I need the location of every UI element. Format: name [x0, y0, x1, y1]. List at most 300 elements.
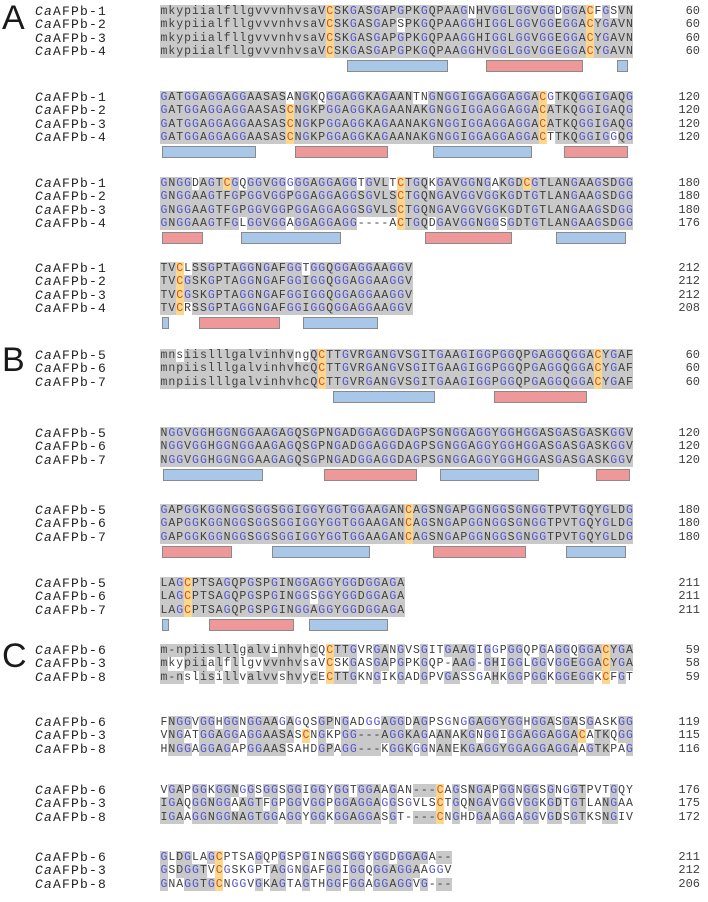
residue: g [231, 375, 239, 389]
residue: s [302, 44, 310, 58]
residue: s [278, 670, 286, 684]
sequence-label [35, 18, 107, 31]
residue: Q [515, 362, 523, 376]
residue: G [278, 716, 286, 729]
residue: A [412, 130, 420, 144]
residue: G [412, 440, 420, 454]
residue: A [444, 203, 452, 217]
residue: v [294, 670, 302, 684]
residue: C [539, 130, 547, 144]
sequence-row [160, 362, 633, 375]
residue: l [215, 5, 223, 18]
residue: A [231, 275, 239, 289]
residue: G [373, 44, 381, 58]
residue: C [223, 177, 231, 190]
residue: N [626, 31, 633, 45]
residue: T [334, 362, 341, 376]
residue: D [618, 504, 626, 517]
residue: G [215, 784, 223, 797]
residue: A [594, 644, 602, 657]
residue: G [578, 375, 586, 389]
residue: G [341, 729, 349, 743]
residue: S [460, 784, 468, 797]
sequence-row [160, 427, 633, 440]
residue: G [444, 91, 452, 104]
residue: G [539, 44, 547, 58]
residue: G [373, 877, 381, 891]
residue: A [562, 453, 570, 467]
genus-abbreviation: Ca [35, 643, 54, 658]
residue: y [176, 657, 184, 671]
residue: G [255, 190, 263, 204]
residue: T [192, 729, 199, 743]
protein-name: AFPb-1 [53, 4, 108, 19]
residue: G [468, 716, 476, 729]
residue: H [302, 742, 310, 756]
residue: G [491, 18, 499, 32]
residue: G [578, 91, 586, 104]
residue: A [334, 177, 341, 190]
residue: A [412, 530, 420, 544]
residue: G [357, 504, 365, 517]
residue: G [586, 644, 594, 657]
residue: G [578, 670, 586, 684]
sequence-row [160, 729, 633, 742]
residue: G [476, 117, 484, 131]
residue: G [160, 91, 168, 104]
residue: Q [310, 349, 318, 362]
residue: G [578, 644, 586, 657]
residue: G [578, 130, 586, 144]
residue: F [223, 203, 231, 217]
sequence-row [160, 118, 633, 131]
residue: G [499, 44, 507, 58]
residue: G [452, 427, 460, 440]
residue: G [357, 275, 365, 289]
residue: D [515, 190, 523, 204]
residue: G [263, 288, 270, 302]
residue: C [594, 375, 602, 389]
residue: N [484, 504, 491, 517]
residue: A [168, 104, 176, 118]
residue: A [310, 577, 318, 590]
residue: A [365, 504, 373, 517]
residue: S [341, 851, 349, 864]
residue: G [491, 104, 499, 118]
residue: Q [326, 301, 334, 315]
residue: G [207, 517, 215, 531]
residue: G [523, 797, 531, 811]
residue: A [389, 877, 397, 891]
residue: G [539, 742, 547, 756]
residue: A [389, 117, 397, 131]
residue: G [357, 810, 365, 824]
residue: S [247, 517, 255, 531]
residue: v [263, 657, 270, 671]
residue: P [184, 784, 192, 797]
residue: G [539, 504, 547, 517]
residue: V [318, 44, 326, 58]
residue: G [326, 130, 334, 144]
residue: A [199, 203, 207, 217]
sequence-row [160, 262, 413, 275]
residue: G [294, 784, 302, 797]
residue: - [405, 810, 412, 824]
residue: T [562, 797, 570, 811]
residue: C [436, 784, 444, 797]
sequence-row [160, 671, 633, 684]
residue: G [176, 603, 184, 617]
residue: N [334, 716, 341, 729]
residue: G [491, 742, 499, 756]
residue: G [302, 216, 310, 230]
annotation-bar-blue [556, 232, 626, 244]
residue: H [523, 716, 531, 729]
residue: A [578, 177, 586, 190]
residue: N [389, 644, 397, 657]
panel-label-b: B [2, 341, 25, 379]
sequence-row [160, 5, 633, 18]
residue: G [231, 104, 239, 118]
residue: v [286, 375, 294, 389]
residue: S [555, 716, 562, 729]
residue: G [547, 5, 555, 18]
residue: A [626, 644, 633, 657]
residue: I [310, 851, 318, 864]
residue: S [389, 190, 397, 204]
residue: A [215, 590, 223, 604]
residue: G [310, 810, 318, 824]
sequence-row [160, 644, 633, 657]
residue: N [294, 117, 302, 131]
residue: A [341, 91, 349, 104]
residue: G [326, 91, 334, 104]
residue: G [436, 349, 444, 362]
residue: K [365, 104, 373, 118]
residue: G [610, 440, 618, 454]
residue: C [405, 504, 412, 517]
sequence-row [160, 217, 633, 230]
residue: G [318, 797, 326, 811]
residue: T [199, 577, 207, 590]
residue: G [499, 530, 507, 544]
residue: G [318, 301, 326, 315]
residue: G [499, 427, 507, 440]
residue: G [484, 440, 491, 454]
residue: h [302, 644, 310, 657]
residue: G [263, 504, 270, 517]
residue: G [515, 530, 523, 544]
sequence-label [35, 118, 107, 131]
residue: S [199, 301, 207, 315]
residue: G [515, 18, 523, 32]
residue: G [247, 864, 255, 878]
residue: V [373, 190, 381, 204]
residue: i [263, 349, 270, 362]
residue: K [412, 657, 420, 671]
residue: L [547, 177, 555, 190]
residue: T [547, 530, 555, 544]
residue: G [247, 203, 255, 217]
residue: G [231, 117, 239, 131]
residue: G [334, 517, 341, 531]
residue: N [286, 603, 294, 617]
residue: V [405, 262, 412, 275]
residue: I [476, 644, 484, 657]
residue: A [428, 729, 436, 743]
residue: G [468, 18, 476, 32]
protein-name: AFPb-7 [53, 602, 108, 618]
protein-name: AFPb-1 [53, 176, 108, 191]
residue: G [460, 427, 468, 440]
residue: G [610, 797, 618, 811]
residue: G [499, 18, 507, 32]
residue: G [555, 742, 562, 756]
genus-abbreviation: Ca [35, 176, 54, 191]
residue: G [318, 577, 326, 590]
residue: G [215, 517, 223, 531]
residue: G [420, 644, 428, 657]
residue: T [428, 349, 436, 362]
residue: A [586, 177, 594, 190]
sequence-label [35, 349, 107, 362]
residue: A [547, 742, 555, 756]
residue: G [318, 716, 326, 729]
residue: G [476, 427, 484, 440]
residue: G [192, 797, 199, 811]
residue: G [531, 203, 539, 217]
residue: K [365, 117, 373, 131]
residue: G [365, 810, 373, 824]
residue: Y [491, 453, 499, 467]
sequence-label [35, 190, 107, 203]
residue: A [334, 216, 341, 230]
residue: G [539, 5, 547, 18]
residue: K [460, 729, 468, 743]
residue: G [428, 117, 436, 131]
residue: T [160, 262, 168, 275]
residue: A [199, 190, 207, 204]
residue: P [239, 590, 247, 604]
residue: I [420, 362, 428, 376]
residue: A [397, 130, 405, 144]
residue: A [460, 644, 468, 657]
residue: Y [326, 784, 334, 797]
residue: G [452, 130, 460, 144]
residue: N [223, 504, 231, 517]
residue: G [231, 177, 239, 190]
residue: - [436, 851, 444, 864]
residue: G [286, 784, 294, 797]
residue: A [176, 784, 184, 797]
sequence-row [160, 517, 633, 530]
residue: C [602, 657, 610, 671]
residue: P [239, 603, 247, 617]
residue: T [176, 130, 184, 144]
residue-count: 180 [678, 529, 700, 544]
residue: G [310, 504, 318, 517]
residue: S [192, 275, 199, 289]
residue: N [444, 742, 452, 756]
residue: T [160, 301, 168, 315]
residue: N [562, 190, 570, 204]
residue: D [389, 851, 397, 864]
residue: n [294, 349, 302, 362]
residue: G [247, 577, 255, 590]
residue: n [168, 349, 176, 362]
residue: G [270, 453, 278, 467]
residue: A [199, 851, 207, 864]
residue: G [460, 18, 468, 32]
residue: s [199, 362, 207, 376]
residue: L [239, 216, 247, 230]
residue: G [412, 203, 420, 217]
residue: v [263, 44, 270, 58]
residue: A [373, 362, 381, 376]
residue: G [160, 117, 168, 131]
residue: N [239, 716, 247, 729]
residue: l [239, 657, 247, 671]
residue: G [460, 349, 468, 362]
residue: G [239, 504, 247, 517]
residue: G [578, 517, 586, 531]
sequence-row [160, 454, 633, 467]
residue: p [184, 31, 192, 45]
residue: A [223, 117, 231, 131]
residue: G [310, 288, 318, 302]
residue: G [444, 670, 452, 684]
residue: A [381, 275, 389, 289]
residue: G [523, 440, 531, 454]
residue: G [420, 31, 428, 45]
residue: A [278, 453, 286, 467]
residue: P [223, 851, 231, 864]
residue: N [207, 797, 215, 811]
residue: G [184, 851, 192, 864]
residue: a [310, 657, 318, 671]
residue: P [286, 203, 294, 217]
residue: G [255, 877, 263, 891]
residue: A [484, 130, 491, 144]
residue: A [610, 104, 618, 118]
residue: A [436, 742, 444, 756]
residue: G [270, 577, 278, 590]
residue: A [610, 117, 618, 131]
residue: G [176, 427, 184, 440]
residue: A [555, 177, 562, 190]
residue: G [286, 275, 294, 289]
residue: Q [428, 31, 436, 45]
residue: G [334, 440, 341, 454]
residue: G [381, 440, 389, 454]
residue: T [349, 784, 357, 797]
residue: A [397, 117, 405, 131]
residue: G [491, 644, 499, 657]
residue: K [310, 117, 318, 131]
residue: S [610, 5, 618, 18]
residue: C [586, 18, 594, 32]
residue: E [318, 670, 326, 684]
residue: G [207, 275, 215, 289]
residue: G [578, 453, 586, 467]
residue: G [318, 603, 326, 617]
residue: G [476, 91, 484, 104]
residue: G [397, 288, 405, 302]
residue: D [397, 453, 405, 467]
residue: S [507, 504, 515, 517]
residue: N [365, 670, 373, 684]
residue: A [270, 864, 278, 878]
residue: A [507, 91, 515, 104]
residue: G [499, 440, 507, 454]
residue: A [373, 104, 381, 118]
residue: A [199, 104, 207, 118]
residue: N [476, 216, 484, 230]
residue: A [523, 742, 531, 756]
residue: V [263, 216, 270, 230]
residue: A [231, 797, 239, 811]
residue-count: 59 [685, 643, 700, 657]
residue: A [231, 288, 239, 302]
residue: G [184, 130, 192, 144]
residue: G [160, 177, 168, 190]
residue: A [381, 288, 389, 302]
residue: G [381, 864, 389, 878]
residue: G [247, 797, 255, 811]
residue: C [397, 216, 405, 230]
residue: G [239, 275, 247, 289]
residue: N [555, 784, 562, 797]
residue: V [302, 797, 310, 811]
residue: G [302, 864, 310, 878]
genus-abbreviation: Ca [35, 576, 54, 591]
protein-name: AFPb-5 [53, 503, 108, 518]
residue: G [491, 44, 499, 58]
residue: G [270, 190, 278, 204]
residue: P [405, 657, 412, 671]
residue: h [286, 44, 294, 58]
residue: T [389, 177, 397, 190]
residue: A [586, 440, 594, 454]
residue: C [184, 590, 192, 604]
residue: S [562, 810, 570, 824]
residue: G [515, 644, 523, 657]
residue: G [476, 130, 484, 144]
residue: Y [602, 362, 610, 376]
residue: Y [602, 375, 610, 389]
residue: G [547, 31, 555, 45]
residue: A [286, 729, 294, 743]
residue: G [539, 530, 547, 544]
residue: G [452, 117, 460, 131]
residue: P [318, 440, 326, 454]
residue: C [405, 517, 412, 531]
residue: G [365, 375, 373, 389]
residue: G [215, 810, 223, 824]
genus-abbreviation: Ca [35, 728, 54, 744]
residue: D [610, 177, 618, 190]
residue: C [602, 644, 610, 657]
residue: G [255, 216, 263, 230]
residue: G [310, 517, 318, 531]
residue: A [484, 104, 491, 118]
residue: P [278, 797, 286, 811]
residue-count: 120 [678, 129, 700, 144]
residue: G [270, 177, 278, 190]
residue: G [192, 810, 199, 824]
residue: l [207, 349, 215, 362]
residue: c [310, 644, 318, 657]
